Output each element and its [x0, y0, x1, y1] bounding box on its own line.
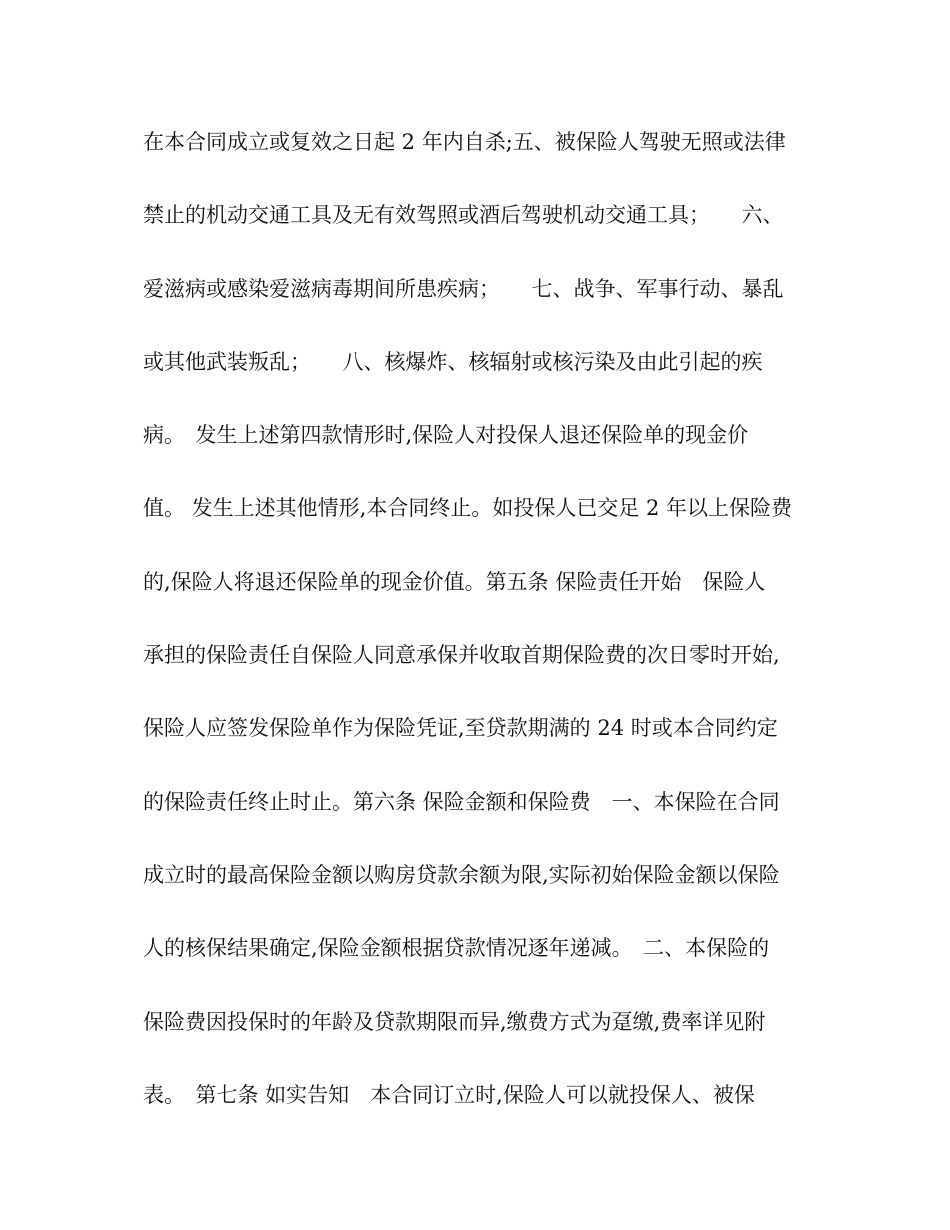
text-line: 保险人应签发保险单作为保险凭证,至贷款期满的 24 时或本合同约定 — [143, 716, 778, 741]
text-line: 保险费因投保时的年龄及贷款期限而异,缴费方式为趸缴,费率详见附 — [143, 1009, 766, 1034]
text-line: 爱滋病或感染爱滋病毒期间所患疾病； 七、战争、军事行动、暴乱 — [143, 276, 784, 301]
text-line: 的,保险人将退还保险单的现金价值。第五条 保险责任开始 保险人 — [143, 569, 766, 594]
text-line: 成立时的最高保险金额以购房贷款余额为限,实际初始保险金额以保险 — [143, 862, 780, 887]
text-line: 病。 发生上述第四款情形时,保险人对投保人退还保险单的现金价 — [143, 423, 749, 448]
text-line: 人的核保结果确定,保险金额根据贷款情况逐年递减。 二、本保险的 — [143, 936, 770, 961]
body-text — [143, 118, 823, 1144]
text-line: 或其他武装叛乱； 八、核爆炸、核辐射或核污染及由此引起的疾 — [143, 349, 763, 374]
text-line: 表。 第七条 如实告知 本合同订立时,保险人可以就投保人、被保 — [143, 1082, 755, 1107]
text-line: 的保险责任终止时止。第六条 保险金额和保险费 一、本保险在合同 — [143, 789, 780, 814]
text-line: 值。 发生上述其他情形,本合同终止。如投保人已交足 2 年以上保险费 — [143, 496, 793, 521]
text-line: 承担的保险责任自保险人同意承保并收取首期保险费的次日零时开始, — [143, 643, 780, 668]
text-line: 在本合同成立或复效之日起 2 年内自杀;五、被保险人驾驶无照或法律 — [143, 130, 786, 154]
text-line: 禁止的机动交通工具及无有效驾照或酒后驾驶机动交通工具； 六、 — [143, 203, 784, 228]
